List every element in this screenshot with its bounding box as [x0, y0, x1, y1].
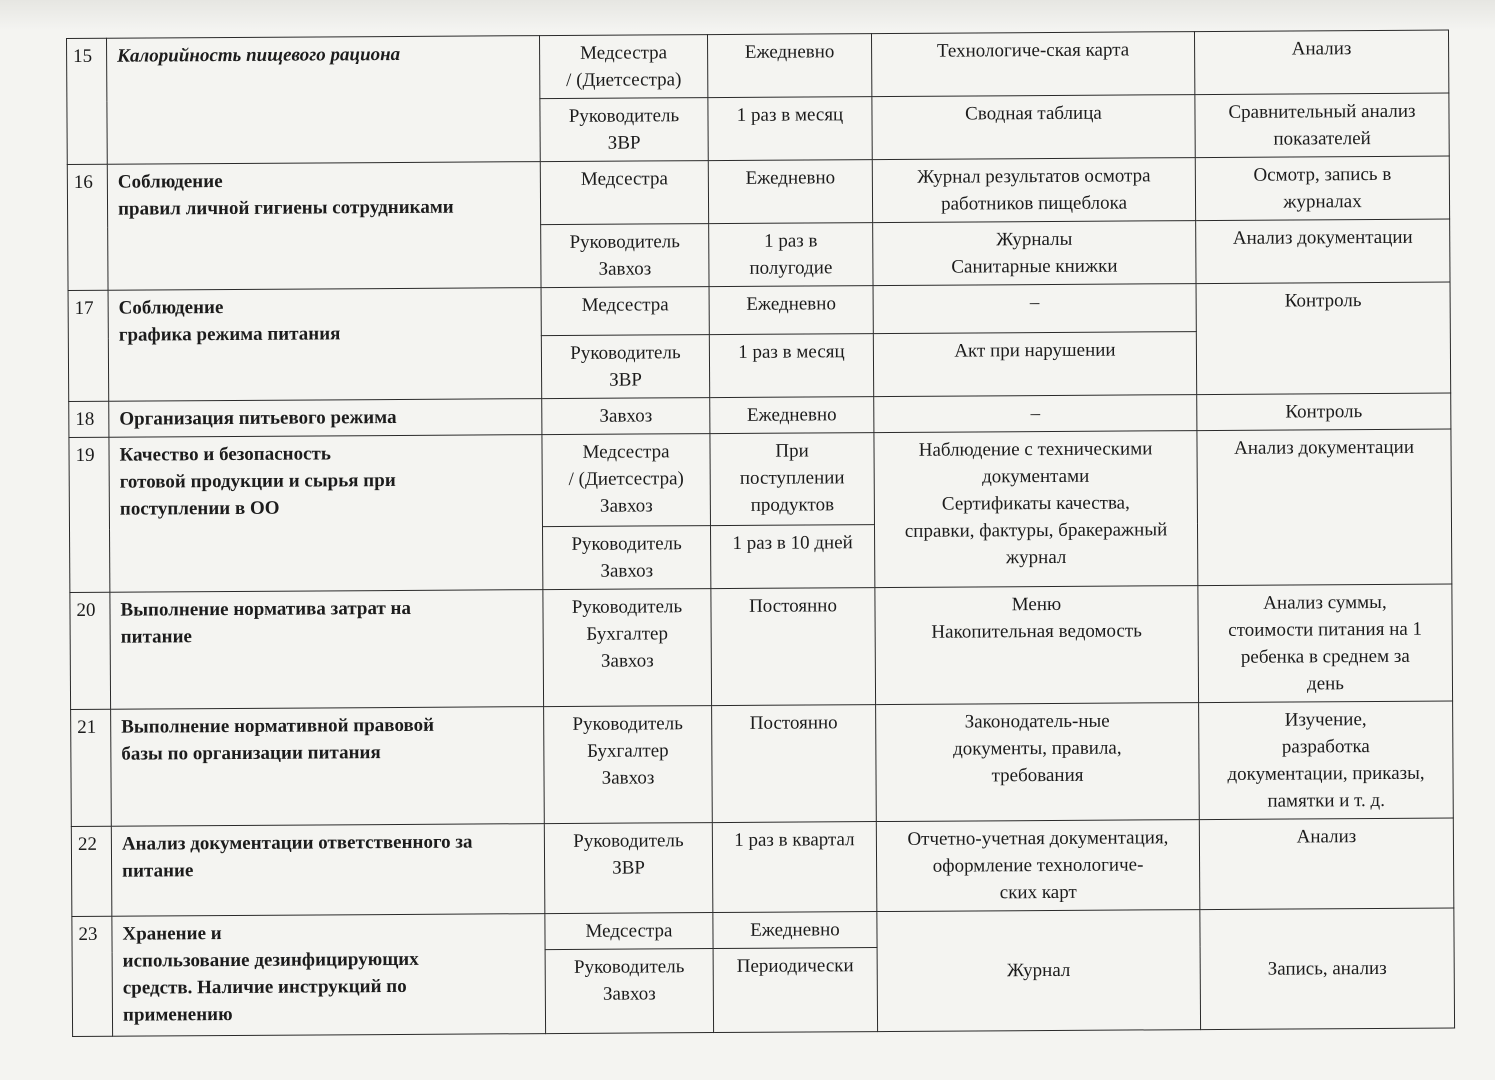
- responsible-cell: Медсестра: [541, 287, 709, 336]
- responsible-cell: Завхоз: [542, 398, 710, 435]
- responsible-cell: Руководитель Бухгалтер Завхоз: [543, 589, 712, 707]
- document-cell: Журнал: [877, 910, 1201, 1032]
- table-row: [70, 584, 1453, 709]
- row-number: 17: [68, 290, 109, 401]
- frequency-cell: Ежедневно: [707, 34, 871, 98]
- method-cell: Запись, анализ: [1200, 908, 1455, 1030]
- responsible-cell: Руководитель Завхоз: [545, 949, 714, 1034]
- method-cell: Анализ документации: [1196, 219, 1450, 284]
- row-number: 23: [72, 916, 113, 1036]
- row-number: 19: [69, 437, 110, 592]
- table-row: [71, 818, 1454, 916]
- nutrition-control-table: [66, 30, 1455, 1037]
- responsible-cell: Медсестра: [540, 161, 708, 225]
- row-title: Соблюдение правил личной гигиены сотрудниками: [107, 162, 541, 291]
- frequency-cell: Ежедневно: [708, 160, 872, 224]
- method-cell: Анализ: [1194, 30, 1448, 95]
- row-number: 22: [71, 826, 112, 916]
- document-cell: Журналы Санитарные книжки: [873, 221, 1196, 286]
- row-title: Калорийность пищевого рациона: [107, 36, 541, 165]
- frequency-cell: 1 раз в 10 дней: [710, 525, 874, 589]
- responsible-cell: Руководитель Завхоз: [542, 526, 710, 590]
- frequency-cell: 1 раз в полугодие: [709, 223, 873, 287]
- method-cell: Сравнительный анализ показателей: [1195, 93, 1449, 158]
- frequency-cell: Ежедневно: [713, 912, 877, 949]
- document-cell: Технологиче-ская карта: [871, 32, 1194, 97]
- row-number: 20: [70, 592, 111, 709]
- frequency-cell: Постоянно: [712, 705, 877, 823]
- responsible-cell: Медсестра / (Диетсестра): [539, 35, 707, 99]
- table-row: [68, 282, 1450, 338]
- method-cell: Изучение, разработка документации, приказы, памятки и т. д.: [1199, 701, 1454, 820]
- responsible-cell: Руководитель ЗВР: [544, 823, 713, 914]
- frequency-cell: 1 раз в квартал: [712, 822, 877, 913]
- document-sheet: [66, 30, 1454, 1037]
- row-number: 21: [71, 709, 112, 826]
- document-cell: Наблюдение с техническими документами Сертификаты качества, справки, фактуры, бракеражный журнал: [874, 431, 1198, 588]
- document-cell: Сводная таблица: [872, 95, 1195, 160]
- row-title: Хранение и использование дезинфицирующих средств. Наличие инструкций по применению: [112, 914, 546, 1037]
- table-row: [71, 701, 1454, 826]
- document-cell: Законодатель-ные документы, правила, требования: [876, 703, 1200, 822]
- row-title: Выполнение нормативной правовой базы по организации питания: [111, 707, 545, 827]
- paper-top-edge: [0, 0, 1495, 30]
- method-cell: Осмотр, запись в журналах: [1195, 156, 1449, 221]
- method-cell: Анализ: [1199, 818, 1454, 910]
- row-number: 15: [67, 38, 108, 164]
- responsible-cell: Руководитель Бухгалтер Завхоз: [544, 706, 713, 824]
- table-row: [72, 908, 1454, 952]
- frequency-cell: 1 раз в месяц: [708, 97, 872, 161]
- document-cell: Отчетно-учетная документация, оформление технологиче- ских карт: [876, 820, 1200, 912]
- row-title: Соблюдение графика режима питания: [108, 288, 542, 402]
- table-row: [69, 429, 1452, 529]
- table-row: [67, 30, 1449, 101]
- frequency-cell: 1 раз в месяц: [709, 334, 873, 398]
- row-number: 16: [67, 164, 108, 290]
- document-cell: –: [873, 284, 1196, 334]
- method-cell: Анализ суммы, стоимости питания на 1 ребенка в среднем за день: [1198, 584, 1453, 703]
- row-title: Анализ документации ответственного за питание: [111, 824, 545, 917]
- frequency-cell: Периодически: [713, 948, 878, 1033]
- frequency-cell: При поступлении продуктов: [710, 433, 875, 526]
- responsible-cell: Медсестра: [545, 913, 713, 950]
- method-cell: Контроль: [1197, 393, 1451, 431]
- document-cell: Меню Накопительная ведомость: [875, 586, 1199, 705]
- frequency-cell: Ежедневно: [710, 397, 874, 434]
- document-cell: Акт при нарушении: [873, 332, 1196, 397]
- frequency-cell: Ежедневно: [709, 286, 873, 335]
- responsible-cell: Руководитель Завхоз: [541, 224, 709, 288]
- table-row: [67, 156, 1449, 227]
- frequency-cell: Постоянно: [711, 588, 876, 706]
- row-title: Выполнение норматива затрат на питание: [110, 590, 544, 710]
- row-number: 18: [69, 401, 109, 437]
- row-title: Организация питьевого режима: [109, 399, 542, 438]
- responsible-cell: Руководитель ЗВР: [541, 335, 709, 399]
- responsible-cell: Руководитель ЗВР: [540, 98, 708, 162]
- responsible-cell: Медсестра / (Диетсестра) Завхоз: [542, 434, 711, 527]
- document-cell: Журнал результатов осмотра работников пищеблока: [872, 158, 1195, 223]
- document-cell: –: [874, 395, 1197, 433]
- row-title: Качество и безопасность готовой продукции и сырья при поступлении в ОО: [109, 435, 543, 593]
- method-cell: Контроль: [1196, 282, 1451, 395]
- method-cell: Анализ документации: [1197, 429, 1452, 586]
